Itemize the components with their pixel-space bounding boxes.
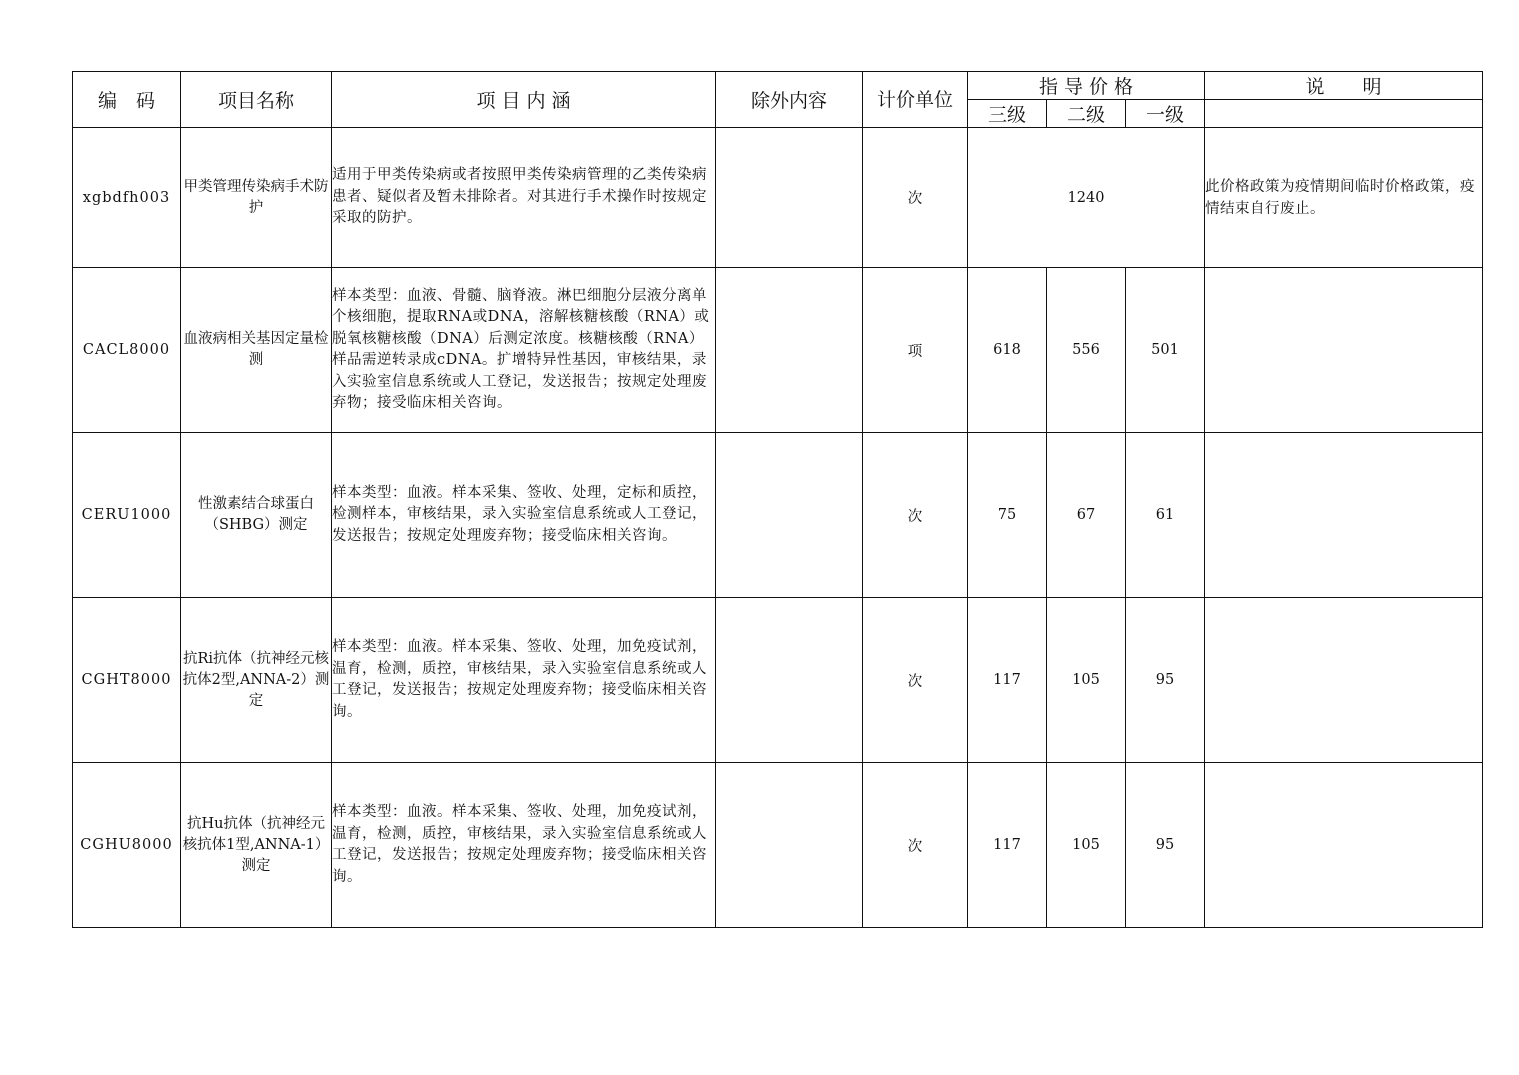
- row-price-level2: 105: [1047, 598, 1126, 763]
- row-code: CGHT8000: [73, 598, 181, 763]
- table-body: [73, 128, 1483, 928]
- row-price-merged: 1240: [968, 128, 1205, 268]
- row-unit: 次: [863, 598, 968, 763]
- row-price-level1: 95: [1126, 598, 1205, 763]
- table-row: [73, 598, 1483, 763]
- row-content: 样本类型：血液。样本采集、签收、处理，定标和质控，检测样本，审核结果，录入实验室信息系统或人工登记，发送报告；按规定处理废弃物；接受临床相关咨询。: [332, 433, 716, 598]
- row-price-level1: 61: [1126, 433, 1205, 598]
- row-note: [1205, 598, 1483, 763]
- table-row: [73, 433, 1483, 598]
- row-price-level3: 75: [968, 433, 1047, 598]
- header-content: 项 目 内 涵: [332, 72, 716, 128]
- row-name: 性激素结合球蛋白（SHBG）测定: [181, 433, 332, 598]
- row-unit: 次: [863, 128, 968, 268]
- header-unit: 计价单位: [863, 72, 968, 128]
- table-header: [73, 72, 1483, 128]
- header-level3: 三级: [968, 100, 1047, 128]
- row-note: [1205, 763, 1483, 928]
- row-unit: 项: [863, 268, 968, 433]
- row-price-level2: 556: [1047, 268, 1126, 433]
- header-name: 项目名称: [181, 72, 332, 128]
- table-row: [73, 763, 1483, 928]
- row-content: 样本类型：血液。样本采集、签收、处理，加免疫试剂，温育，检测，质控，审核结果，录入实验室信息系统或人工登记，发送报告；按规定处理废弃物；接受临床相关咨询。: [332, 598, 716, 763]
- row-price-level3: 618: [968, 268, 1047, 433]
- header-level2: 二级: [1047, 100, 1126, 128]
- row-note: 此价格政策为疫情期间临时价格政策，疫情结束自行废止。: [1205, 128, 1483, 268]
- header-note: 说 明: [1205, 72, 1483, 100]
- row-exclude: [716, 433, 863, 598]
- table-row: [73, 128, 1483, 268]
- header-level1: 一级: [1126, 100, 1205, 128]
- header-guide-price: 指 导 价 格: [968, 72, 1205, 100]
- row-name: 血液病相关基因定量检测: [181, 268, 332, 433]
- row-content: 样本类型：血液、骨髓、脑脊液。淋巴细胞分层液分离单个核细胞，提取RNA或DNA，溶解核糖核酸（RNA）或脱氧核糖核酸（DNA）后测定浓度。核糖核酸（RNA）样品需逆转录成cDNA。扩增特异性基因，审核结果，录入实验室信息系统或人工登记，发送报告；按规定处理废弃物；接受临床相关咨询。: [332, 268, 716, 433]
- row-code: CGHU8000: [73, 763, 181, 928]
- row-code: CACL8000: [73, 268, 181, 433]
- row-unit: 次: [863, 433, 968, 598]
- table-row: [73, 268, 1483, 433]
- header-exclude: 除外内容: [716, 72, 863, 128]
- header-code: 编 码: [73, 72, 181, 128]
- row-price-level1: 501: [1126, 268, 1205, 433]
- row-price-level1: 95: [1126, 763, 1205, 928]
- price-table: [72, 71, 1483, 928]
- row-content: 适用于甲类传染病或者按照甲类传染病管理的乙类传染病患者、疑似者及暂未排除者。对其进行手术操作时按规定采取的防护。: [332, 128, 716, 268]
- row-exclude: [716, 128, 863, 268]
- row-name: 甲类管理传染病手术防护: [181, 128, 332, 268]
- row-exclude: [716, 763, 863, 928]
- row-note: [1205, 268, 1483, 433]
- row-exclude: [716, 268, 863, 433]
- header-note-blank: [1205, 100, 1483, 128]
- row-price-level2: 67: [1047, 433, 1126, 598]
- row-unit: 次: [863, 763, 968, 928]
- row-exclude: [716, 598, 863, 763]
- row-price-level3: 117: [968, 763, 1047, 928]
- row-code: CERU1000: [73, 433, 181, 598]
- row-code: xgbdfh003: [73, 128, 181, 268]
- row-price-level3: 117: [968, 598, 1047, 763]
- row-name: 抗Ri抗体（抗神经元核抗体2型,ANNA-2）测定: [181, 598, 332, 763]
- row-price-level2: 105: [1047, 763, 1126, 928]
- row-content: 样本类型：血液。样本采集、签收、处理，加免疫试剂，温育，检测，质控，审核结果，录入实验室信息系统或人工登记，发送报告；按规定处理废弃物；接受临床相关咨询。: [332, 763, 716, 928]
- row-note: [1205, 433, 1483, 598]
- row-name: 抗Hu抗体（抗神经元核抗体1型,ANNA-1）测定: [181, 763, 332, 928]
